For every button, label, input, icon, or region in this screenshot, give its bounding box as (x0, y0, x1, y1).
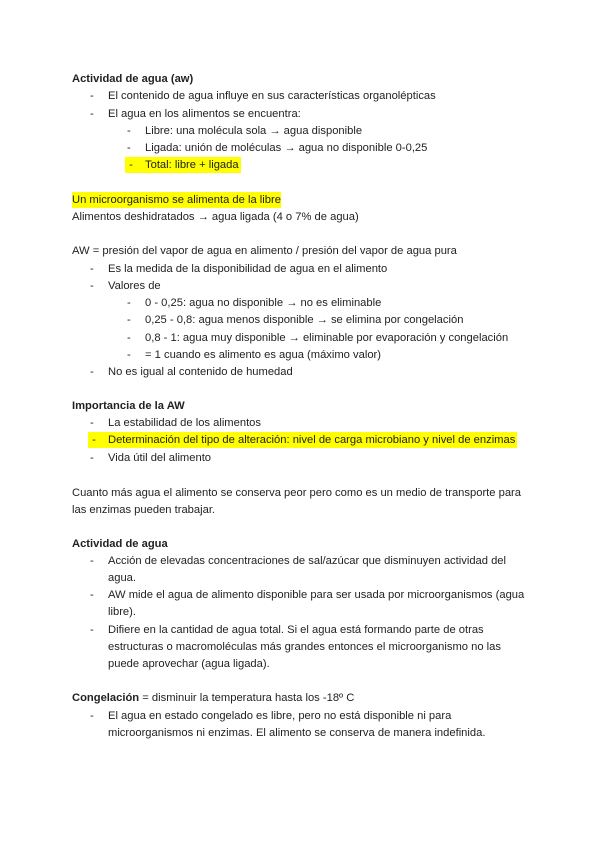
section-title-actividad-agua: Actividad de agua (72, 538, 168, 550)
bullet-dash: - (90, 555, 94, 567)
sub-list-item: = 1 cuando es alimento es agua (máximo valor) (145, 349, 381, 361)
list-item: No es igual al contenido de humedad (108, 366, 293, 378)
bullet-dash: - (90, 263, 94, 275)
bullet-dash: - (90, 366, 94, 378)
list-item: El contenido de agua influye en sus características organolépticas (108, 90, 436, 102)
sub-list-item: 0 - 0,25: agua no disponible → no es eliminable (145, 297, 382, 309)
bullet-dash: - (90, 417, 94, 429)
list-item: Vida útil del alimento (108, 452, 212, 464)
list-item: Difiere en la cantidad de agua total. Si el agua está formando parte de otras (108, 624, 484, 636)
highlighted-line: Un microorganismo se alimenta de la libre (72, 194, 281, 206)
list-item: Es la medida de la disponibilidad de agua en el alimento (108, 263, 388, 275)
sub-bullet-dash-highlighted: - (125, 157, 137, 173)
sub-list-item: Ligada: unión de moléculas → agua no disponible 0-0,25 (145, 142, 428, 154)
list-item: Valores de (108, 280, 161, 292)
sub-bullet-dash: - (127, 297, 131, 309)
bullet-dash: - (90, 90, 94, 102)
sub-bullet-dash: - (127, 314, 131, 326)
section-title-importancia: Importancia de la AW (72, 400, 185, 412)
congelacion-definition: = disminuir la temperatura hasta los -18º C (139, 692, 355, 704)
aw-definition: AW = presión del vapor de agua en alimento / presión del vapor de agua pura (72, 245, 457, 257)
sub-bullet-dash: - (127, 142, 131, 154)
bullet-dash: - (90, 624, 94, 636)
sub-bullet-dash: - (127, 332, 131, 344)
bullet-dash-highlighted: - (88, 432, 100, 448)
list-item: Acción de elevadas concentraciones de sal/azúcar que disminuyen actividad del (108, 555, 507, 567)
sub-list-item: Libre: una molécula sola → agua disponible (145, 125, 363, 137)
sub-list-item: 0,8 - 1: agua muy disponible → eliminable por evaporación y congelación (145, 332, 509, 344)
list-item-continuation: puede aprovechar (agua ligada). (108, 658, 270, 670)
congelacion-term: Congelación (72, 692, 140, 704)
paragraph-line: las enzimas pueden trabajar. (72, 504, 216, 516)
list-item: AW mide el agua de alimento disponible para ser usada por microorganismos (agua (108, 589, 525, 601)
bullet-dash: - (90, 589, 94, 601)
list-item-continuation: estructuras o macromoléculas más grandes entonces el microorganismo no las (108, 641, 501, 653)
text-line: Alimentos deshidratados → agua ligada (4 o 7% de agua) (72, 211, 359, 223)
bullet-dash: - (90, 108, 94, 120)
list-item-continuation: microorganismos ni enzimas. El alimento se conserva de manera indefinida. (108, 727, 486, 739)
list-item-continuation: agua. (108, 572, 136, 584)
paragraph-line: Cuanto más agua el alimento se conserva peor pero como es un medio de transporte para (72, 487, 522, 499)
list-item: El agua en estado congelado es libre, pero no está disponible ni para (108, 710, 452, 722)
sub-list-item: 0,25 - 0,8: agua menos disponible → se elimina por congelación (145, 314, 464, 326)
sub-bullet-dash: - (127, 349, 131, 361)
sub-bullet-dash: - (127, 125, 131, 137)
congelacion-line (72, 690, 354, 706)
sub-list-item-highlighted: Total: libre + ligada (137, 157, 241, 173)
bullet-dash: - (90, 710, 94, 722)
bullet-dash: - (90, 452, 94, 464)
section-title-actividad-aw: Actividad de agua (aw) (72, 73, 194, 85)
list-item: El agua en los alimentos se encuentra: (108, 108, 301, 120)
list-item-continuation: libre). (108, 606, 136, 618)
list-item: La estabilidad de los alimentos (108, 417, 261, 429)
bullet-dash: - (90, 280, 94, 292)
list-item-highlighted: Determinación del tipo de alteración: nivel de carga microbiano y nivel de enzimas (100, 432, 517, 448)
